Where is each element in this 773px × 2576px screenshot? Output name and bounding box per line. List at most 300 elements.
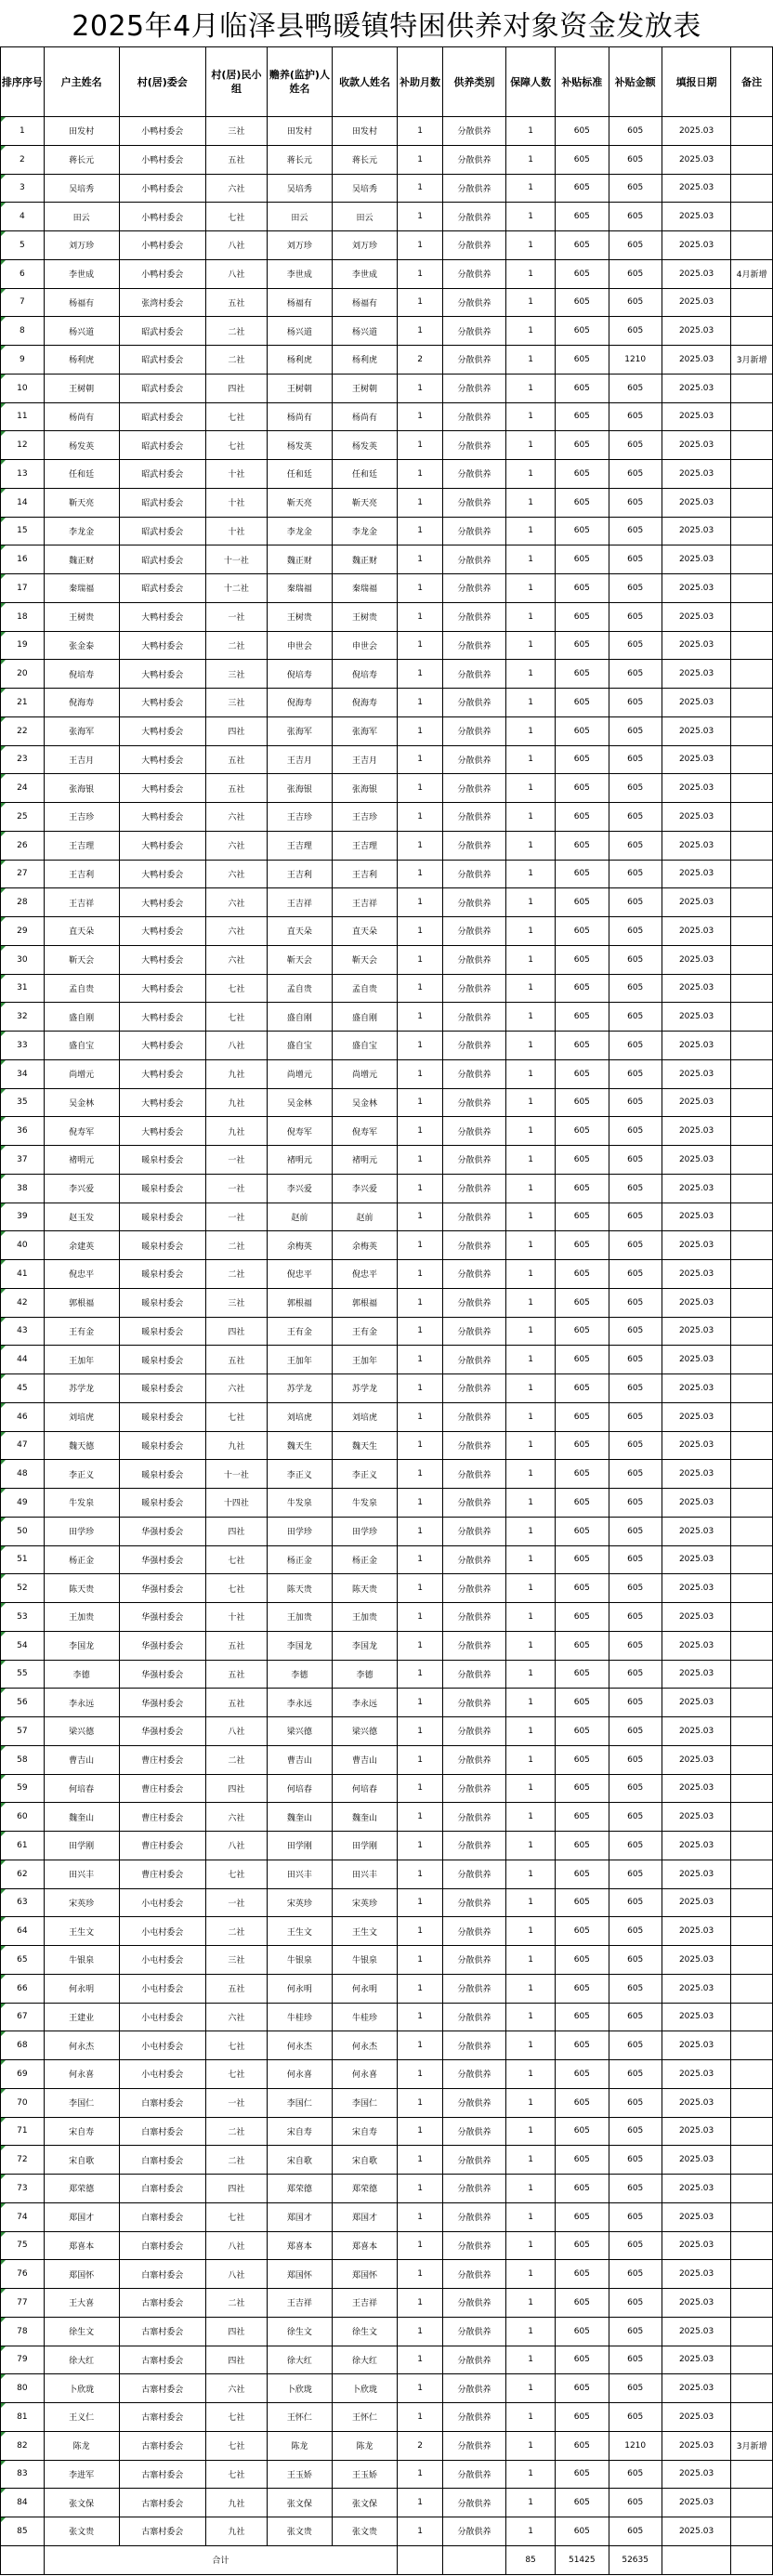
months-cell[interactable]: 1	[398, 1346, 443, 1374]
header-cell[interactable]: 户主姓名	[44, 47, 119, 117]
subsidy-standard-cell[interactable]: 605	[556, 1774, 609, 1803]
remark-cell[interactable]	[731, 1402, 773, 1431]
subsidy-amount-cell[interactable]: 605	[609, 203, 662, 231]
support-type-cell[interactable]: 分散供养	[443, 2117, 506, 2146]
seq-cell[interactable]: 2	[1, 145, 45, 174]
subsidy-amount-cell[interactable]: 605	[609, 1489, 662, 1518]
subsidy-amount-cell[interactable]: 605	[609, 2460, 662, 2489]
seq-cell[interactable]: 32	[1, 1003, 45, 1032]
subsidy-amount-cell[interactable]: 605	[609, 1032, 662, 1060]
months-cell[interactable]: 1	[398, 2231, 443, 2260]
village-group-cell[interactable]: 二社	[206, 2289, 268, 2318]
village-group-cell[interactable]: 四社	[206, 716, 268, 745]
householder-cell[interactable]: 王吉祥	[44, 888, 119, 917]
subsidy-standard-cell[interactable]: 605	[556, 2146, 609, 2175]
village-group-cell[interactable]: 十二社	[206, 574, 268, 603]
report-date-cell[interactable]: 2025.03	[662, 1745, 730, 1774]
village-committee-cell[interactable]: 大鸭村委会	[119, 774, 206, 803]
village-committee-cell[interactable]: 小鸭村委会	[119, 117, 206, 146]
subsidy-amount-cell[interactable]: 605	[609, 974, 662, 1003]
householder-cell[interactable]: 魏奎山	[44, 1803, 119, 1832]
guardian-cell[interactable]: 王吉月	[267, 745, 332, 774]
householder-cell[interactable]: 王加贵	[44, 1603, 119, 1632]
remark-cell[interactable]	[731, 2346, 773, 2374]
village-group-cell[interactable]: 七社	[206, 2031, 268, 2060]
village-committee-cell[interactable]: 暖泉村委会	[119, 1231, 206, 1260]
total-empty-cell[interactable]	[662, 2545, 730, 2574]
guardian-cell[interactable]: 赵前	[267, 1203, 332, 1231]
covered-people-cell[interactable]: 1	[506, 1003, 556, 1032]
report-date-cell[interactable]: 2025.03	[662, 2517, 730, 2546]
subsidy-amount-cell[interactable]: 1210	[609, 2431, 662, 2460]
village-group-cell[interactable]: 二社	[206, 631, 268, 660]
subsidy-standard-cell[interactable]: 605	[556, 460, 609, 489]
months-cell[interactable]: 1	[398, 2374, 443, 2403]
subsidy-amount-cell[interactable]: 605	[609, 917, 662, 946]
payee-cell[interactable]: 郑国才	[333, 2202, 398, 2231]
covered-people-cell[interactable]: 1	[506, 1032, 556, 1060]
householder-cell[interactable]: 李正义	[44, 1460, 119, 1489]
months-cell[interactable]: 1	[398, 1860, 443, 1888]
remark-cell[interactable]	[731, 774, 773, 803]
village-committee-cell[interactable]: 大鸭村委会	[119, 1088, 206, 1117]
remark-cell[interactable]	[731, 1346, 773, 1374]
report-date-cell[interactable]: 2025.03	[662, 259, 730, 288]
months-cell[interactable]: 1	[398, 2146, 443, 2175]
support-type-cell[interactable]: 分散供养	[443, 1231, 506, 1260]
village-group-cell[interactable]: 二社	[206, 1917, 268, 1946]
payee-cell[interactable]: 魏天生	[333, 1431, 398, 1460]
remark-cell[interactable]	[731, 1946, 773, 1975]
householder-cell[interactable]: 秦瑞福	[44, 574, 119, 603]
remark-cell[interactable]	[731, 1974, 773, 2003]
seq-cell[interactable]: 71	[1, 2117, 45, 2146]
village-committee-cell[interactable]: 昭武村委会	[119, 488, 206, 517]
subsidy-standard-cell[interactable]: 605	[556, 1059, 609, 1088]
months-cell[interactable]: 1	[398, 1374, 443, 1403]
report-date-cell[interactable]: 2025.03	[662, 1374, 730, 1403]
subsidy-amount-cell[interactable]: 605	[609, 1260, 662, 1289]
report-date-cell[interactable]: 2025.03	[662, 1402, 730, 1431]
report-date-cell[interactable]: 2025.03	[662, 689, 730, 717]
report-date-cell[interactable]: 2025.03	[662, 2289, 730, 2318]
subsidy-amount-cell[interactable]: 605	[609, 2146, 662, 2175]
guardian-cell[interactable]: 靳天亮	[267, 488, 332, 517]
householder-cell[interactable]: 王吉利	[44, 860, 119, 888]
householder-cell[interactable]: 靳天会	[44, 945, 119, 974]
payee-cell[interactable]: 秦瑞福	[333, 574, 398, 603]
months-cell[interactable]: 1	[398, 117, 443, 146]
village-committee-cell[interactable]: 昭武村委会	[119, 460, 206, 489]
subsidy-standard-cell[interactable]: 605	[556, 2060, 609, 2089]
subsidy-standard-cell[interactable]: 605	[556, 689, 609, 717]
months-cell[interactable]: 1	[398, 2060, 443, 2089]
covered-people-cell[interactable]: 1	[506, 460, 556, 489]
village-committee-cell[interactable]: 大鸭村委会	[119, 631, 206, 660]
guardian-cell[interactable]: 卜欣珑	[267, 2374, 332, 2403]
payee-cell[interactable]: 陈天贵	[333, 1574, 398, 1603]
village-group-cell[interactable]: 十社	[206, 517, 268, 545]
subsidy-standard-cell[interactable]: 605	[556, 117, 609, 146]
months-cell[interactable]: 1	[398, 2403, 443, 2432]
report-date-cell[interactable]: 2025.03	[662, 2346, 730, 2374]
village-group-cell[interactable]: 二社	[206, 1745, 268, 1774]
guardian-cell[interactable]: 倪忠平	[267, 1260, 332, 1289]
village-group-cell[interactable]: 五社	[206, 288, 268, 317]
payee-cell[interactable]: 李龙金	[333, 517, 398, 545]
village-committee-cell[interactable]: 暖泉村委会	[119, 1402, 206, 1431]
village-committee-cell[interactable]: 古寨村委会	[119, 2517, 206, 2546]
report-date-cell[interactable]: 2025.03	[662, 917, 730, 946]
householder-cell[interactable]: 任和廷	[44, 460, 119, 489]
payee-cell[interactable]: 孟自贵	[333, 974, 398, 1003]
guardian-cell[interactable]: 刘培虎	[267, 1402, 332, 1431]
subsidy-amount-cell[interactable]: 605	[609, 1603, 662, 1632]
remark-cell[interactable]: 3月新增	[731, 346, 773, 375]
householder-cell[interactable]: 何永杰	[44, 2031, 119, 2060]
village-group-cell[interactable]: 二社	[206, 346, 268, 375]
months-cell[interactable]: 1	[398, 488, 443, 517]
village-group-cell[interactable]: 八社	[206, 2231, 268, 2260]
support-type-cell[interactable]: 分散供养	[443, 317, 506, 346]
guardian-cell[interactable]: 盛自宝	[267, 1032, 332, 1060]
village-group-cell[interactable]: 六社	[206, 2374, 268, 2403]
guardian-cell[interactable]: 何永明	[267, 1974, 332, 2003]
seq-cell[interactable]: 20	[1, 660, 45, 689]
householder-cell[interactable]: 倪海寿	[44, 689, 119, 717]
subsidy-standard-cell[interactable]: 605	[556, 831, 609, 860]
guardian-cell[interactable]: 尚增元	[267, 1059, 332, 1088]
payee-cell[interactable]: 王吉利	[333, 860, 398, 888]
covered-people-cell[interactable]: 1	[506, 2146, 556, 2175]
village-group-cell[interactable]: 四社	[206, 2175, 268, 2203]
guardian-cell[interactable]: 田兴丰	[267, 1860, 332, 1888]
householder-cell[interactable]: 王树贵	[44, 602, 119, 631]
householder-cell[interactable]: 卜欣珑	[44, 2374, 119, 2403]
seq-cell[interactable]: 79	[1, 2346, 45, 2374]
remark-cell[interactable]	[731, 545, 773, 574]
payee-cell[interactable]: 余梅英	[333, 1231, 398, 1260]
months-cell[interactable]: 1	[398, 174, 443, 203]
subsidy-standard-cell[interactable]: 605	[556, 917, 609, 946]
support-type-cell[interactable]: 分散供养	[443, 288, 506, 317]
payee-cell[interactable]: 李正义	[333, 1460, 398, 1489]
seq-cell[interactable]: 58	[1, 1745, 45, 1774]
payee-cell[interactable]: 魏正财	[333, 545, 398, 574]
report-date-cell[interactable]: 2025.03	[662, 2146, 730, 2175]
months-cell[interactable]: 1	[398, 860, 443, 888]
report-date-cell[interactable]: 2025.03	[662, 1317, 730, 1346]
village-committee-cell[interactable]: 昭武村委会	[119, 431, 206, 460]
months-cell[interactable]: 1	[398, 945, 443, 974]
header-cell[interactable]: 村(居)委会	[119, 47, 206, 117]
guardian-cell[interactable]: 田云	[267, 203, 332, 231]
seq-cell[interactable]: 25	[1, 803, 45, 832]
months-cell[interactable]: 1	[398, 1689, 443, 1717]
householder-cell[interactable]: 杨利虎	[44, 346, 119, 375]
subsidy-amount-cell[interactable]: 605	[609, 2260, 662, 2289]
covered-people-cell[interactable]: 1	[506, 1402, 556, 1431]
village-group-cell[interactable]: 九社	[206, 1088, 268, 1117]
village-committee-cell[interactable]: 昭武村委会	[119, 517, 206, 545]
report-date-cell[interactable]: 2025.03	[662, 1003, 730, 1032]
payee-cell[interactable]: 何永明	[333, 1974, 398, 2003]
covered-people-cell[interactable]: 1	[506, 1203, 556, 1231]
village-group-cell[interactable]: 八社	[206, 1717, 268, 1746]
remark-cell[interactable]	[731, 117, 773, 146]
householder-cell[interactable]: 苏学龙	[44, 1374, 119, 1403]
householder-cell[interactable]: 何永明	[44, 1974, 119, 2003]
subsidy-standard-cell[interactable]: 605	[556, 545, 609, 574]
subsidy-standard-cell[interactable]: 605	[556, 374, 609, 402]
payee-cell[interactable]: 申世会	[333, 631, 398, 660]
covered-people-cell[interactable]: 1	[506, 1832, 556, 1860]
remark-cell[interactable]	[731, 431, 773, 460]
householder-cell[interactable]: 郑国怀	[44, 2260, 119, 2289]
guardian-cell[interactable]: 陈龙	[267, 2431, 332, 2460]
support-type-cell[interactable]: 分散供养	[443, 346, 506, 375]
payee-cell[interactable]: 何永喜	[333, 2060, 398, 2089]
remark-cell[interactable]	[731, 2146, 773, 2175]
remark-cell[interactable]	[731, 460, 773, 489]
seq-cell[interactable]: 41	[1, 1260, 45, 1289]
village-group-cell[interactable]: 四社	[206, 1774, 268, 1803]
guardian-cell[interactable]: 王吉理	[267, 831, 332, 860]
covered-people-cell[interactable]: 1	[506, 831, 556, 860]
report-date-cell[interactable]: 2025.03	[662, 1774, 730, 1803]
village-committee-cell[interactable]: 大鸭村委会	[119, 1003, 206, 1032]
support-type-cell[interactable]: 分散供养	[443, 1974, 506, 2003]
covered-people-cell[interactable]: 1	[506, 117, 556, 146]
village-committee-cell[interactable]: 暖泉村委会	[119, 1346, 206, 1374]
village-group-cell[interactable]: 六社	[206, 1803, 268, 1832]
subsidy-standard-cell[interactable]: 605	[556, 774, 609, 803]
village-group-cell[interactable]: 五社	[206, 1660, 268, 1689]
householder-cell[interactable]: 李龙金	[44, 517, 119, 545]
guardian-cell[interactable]: 倪海寿	[267, 689, 332, 717]
village-group-cell[interactable]: 九社	[206, 2489, 268, 2517]
support-type-cell[interactable]: 分散供养	[443, 2231, 506, 2260]
covered-people-cell[interactable]: 1	[506, 259, 556, 288]
village-committee-cell[interactable]: 大鸭村委会	[119, 974, 206, 1003]
covered-people-cell[interactable]: 1	[506, 631, 556, 660]
remark-cell[interactable]	[731, 945, 773, 974]
subsidy-amount-cell[interactable]: 605	[609, 2374, 662, 2403]
payee-cell[interactable]: 任和廷	[333, 460, 398, 489]
householder-cell[interactable]: 田兴丰	[44, 1860, 119, 1888]
covered-people-cell[interactable]: 1	[506, 1346, 556, 1374]
report-date-cell[interactable]: 2025.03	[662, 431, 730, 460]
covered-people-cell[interactable]: 1	[506, 402, 556, 431]
months-cell[interactable]: 1	[398, 317, 443, 346]
householder-cell[interactable]: 李德	[44, 1660, 119, 1689]
village-committee-cell[interactable]: 华强村委会	[119, 1545, 206, 1574]
seq-cell[interactable]: 29	[1, 917, 45, 946]
subsidy-standard-cell[interactable]: 605	[556, 2517, 609, 2546]
householder-cell[interactable]: 王加年	[44, 1346, 119, 1374]
remark-cell[interactable]	[731, 2260, 773, 2289]
covered-people-cell[interactable]: 1	[506, 431, 556, 460]
months-cell[interactable]: 1	[398, 2088, 443, 2117]
village-group-cell[interactable]: 八社	[206, 1832, 268, 1860]
support-type-cell[interactable]: 分散供养	[443, 660, 506, 689]
householder-cell[interactable]: 倪培寿	[44, 660, 119, 689]
payee-cell[interactable]: 杨利虎	[333, 346, 398, 375]
covered-people-cell[interactable]: 1	[506, 2031, 556, 2060]
village-group-cell[interactable]: 七社	[206, 203, 268, 231]
householder-cell[interactable]: 杨兴道	[44, 317, 119, 346]
seq-cell[interactable]: 68	[1, 2031, 45, 2060]
covered-people-cell[interactable]: 1	[506, 374, 556, 402]
covered-people-cell[interactable]: 1	[506, 1917, 556, 1946]
subsidy-standard-cell[interactable]: 605	[556, 1032, 609, 1060]
seq-cell[interactable]: 9	[1, 346, 45, 375]
header-cell[interactable]: 备注	[731, 47, 773, 117]
covered-people-cell[interactable]: 1	[506, 2003, 556, 2031]
seq-cell[interactable]: 53	[1, 1603, 45, 1632]
report-date-cell[interactable]: 2025.03	[662, 945, 730, 974]
report-date-cell[interactable]: 2025.03	[662, 1917, 730, 1946]
report-date-cell[interactable]: 2025.03	[662, 1717, 730, 1746]
seq-cell[interactable]: 55	[1, 1660, 45, 1689]
householder-cell[interactable]: 王吉月	[44, 745, 119, 774]
seq-cell[interactable]: 65	[1, 1946, 45, 1975]
village-group-cell[interactable]: 五社	[206, 1974, 268, 2003]
subsidy-amount-cell[interactable]: 605	[609, 1689, 662, 1717]
village-committee-cell[interactable]: 暖泉村委会	[119, 1317, 206, 1346]
guardian-cell[interactable]: 魏正财	[267, 545, 332, 574]
covered-people-cell[interactable]: 1	[506, 974, 556, 1003]
village-committee-cell[interactable]: 小鸭村委会	[119, 174, 206, 203]
remark-cell[interactable]	[731, 1174, 773, 1203]
subsidy-amount-cell[interactable]: 605	[609, 517, 662, 545]
report-date-cell[interactable]: 2025.03	[662, 231, 730, 260]
remark-cell[interactable]	[731, 517, 773, 545]
payee-cell[interactable]: 田学珍	[333, 1517, 398, 1545]
village-group-cell[interactable]: 一社	[206, 1888, 268, 1917]
report-date-cell[interactable]: 2025.03	[662, 1088, 730, 1117]
seq-cell[interactable]: 37	[1, 1146, 45, 1175]
guardian-cell[interactable]: 宋英珍	[267, 1888, 332, 1917]
seq-cell[interactable]: 39	[1, 1203, 45, 1231]
village-committee-cell[interactable]: 暖泉村委会	[119, 1431, 206, 1460]
seq-cell[interactable]: 18	[1, 602, 45, 631]
header-cell[interactable]: 赡养(监护)人姓名	[267, 47, 332, 117]
report-date-cell[interactable]: 2025.03	[662, 1203, 730, 1231]
seq-cell[interactable]: 72	[1, 2146, 45, 2175]
covered-people-cell[interactable]: 1	[506, 1974, 556, 2003]
months-cell[interactable]: 1	[398, 1717, 443, 1746]
seq-cell[interactable]: 5	[1, 231, 45, 260]
village-group-cell[interactable]: 三社	[206, 117, 268, 146]
covered-people-cell[interactable]: 1	[506, 2289, 556, 2318]
householder-cell[interactable]: 王有金	[44, 1317, 119, 1346]
subsidy-amount-cell[interactable]: 605	[609, 402, 662, 431]
payee-cell[interactable]: 郑国怀	[333, 2260, 398, 2289]
subsidy-amount-cell[interactable]: 605	[609, 2003, 662, 2031]
covered-people-cell[interactable]: 1	[506, 1288, 556, 1317]
months-cell[interactable]: 1	[398, 1003, 443, 1032]
subsidy-amount-cell[interactable]: 605	[609, 1088, 662, 1117]
support-type-cell[interactable]: 分散供养	[443, 231, 506, 260]
header-cell[interactable]: 排序序号	[1, 47, 45, 117]
support-type-cell[interactable]: 分散供养	[443, 602, 506, 631]
payee-cell[interactable]: 王吉祥	[333, 888, 398, 917]
covered-people-cell[interactable]: 1	[506, 1631, 556, 1660]
months-cell[interactable]: 2	[398, 346, 443, 375]
subsidy-amount-cell[interactable]: 605	[609, 1917, 662, 1946]
seq-cell[interactable]: 24	[1, 774, 45, 803]
village-group-cell[interactable]: 十社	[206, 460, 268, 489]
covered-people-cell[interactable]: 1	[506, 1745, 556, 1774]
village-group-cell[interactable]: 七社	[206, 1574, 268, 1603]
village-committee-cell[interactable]: 白寨村委会	[119, 2175, 206, 2203]
months-cell[interactable]: 1	[398, 1431, 443, 1460]
householder-cell[interactable]: 直天朵	[44, 917, 119, 946]
remark-cell[interactable]	[731, 803, 773, 832]
householder-cell[interactable]: 王树朝	[44, 374, 119, 402]
remark-cell[interactable]	[731, 2403, 773, 2432]
remark-cell[interactable]	[731, 1660, 773, 1689]
covered-people-cell[interactable]: 1	[506, 1374, 556, 1403]
support-type-cell[interactable]: 分散供养	[443, 917, 506, 946]
support-type-cell[interactable]: 分散供养	[443, 1032, 506, 1060]
report-date-cell[interactable]: 2025.03	[662, 460, 730, 489]
householder-cell[interactable]: 刘培虎	[44, 1402, 119, 1431]
months-cell[interactable]: 1	[398, 888, 443, 917]
householder-cell[interactable]: 尚增元	[44, 1059, 119, 1088]
report-date-cell[interactable]: 2025.03	[662, 1832, 730, 1860]
subsidy-amount-cell[interactable]: 1210	[609, 346, 662, 375]
months-cell[interactable]: 1	[398, 1946, 443, 1975]
report-date-cell[interactable]: 2025.03	[662, 574, 730, 603]
remark-cell[interactable]	[731, 1203, 773, 1231]
householder-cell[interactable]: 王生文	[44, 1917, 119, 1946]
subsidy-amount-cell[interactable]: 605	[609, 1774, 662, 1803]
guardian-cell[interactable]: 李正义	[267, 1460, 332, 1489]
village-group-cell[interactable]: 四社	[206, 374, 268, 402]
village-committee-cell[interactable]: 小鸭村委会	[119, 145, 206, 174]
subsidy-amount-cell[interactable]: 605	[609, 1946, 662, 1975]
seq-cell[interactable]: 47	[1, 1431, 45, 1460]
seq-cell[interactable]: 62	[1, 1860, 45, 1888]
report-date-cell[interactable]: 2025.03	[662, 488, 730, 517]
remark-cell[interactable]	[731, 745, 773, 774]
subsidy-standard-cell[interactable]: 605	[556, 2031, 609, 2060]
covered-people-cell[interactable]: 1	[506, 203, 556, 231]
report-date-cell[interactable]: 2025.03	[662, 545, 730, 574]
seq-cell[interactable]: 22	[1, 716, 45, 745]
support-type-cell[interactable]: 分散供养	[443, 460, 506, 489]
months-cell[interactable]: 1	[398, 716, 443, 745]
guardian-cell[interactable]: 梁兴德	[267, 1717, 332, 1746]
village-group-cell[interactable]: 二社	[206, 317, 268, 346]
payee-cell[interactable]: 尚增元	[333, 1059, 398, 1088]
remark-cell[interactable]	[731, 2489, 773, 2517]
payee-cell[interactable]: 张海军	[333, 716, 398, 745]
covered-people-cell[interactable]: 1	[506, 2489, 556, 2517]
support-type-cell[interactable]: 分散供养	[443, 259, 506, 288]
village-committee-cell[interactable]: 大鸭村委会	[119, 1032, 206, 1060]
subsidy-amount-cell[interactable]: 605	[609, 631, 662, 660]
report-date-cell[interactable]: 2025.03	[662, 1803, 730, 1832]
months-cell[interactable]: 1	[398, 1032, 443, 1060]
village-group-cell[interactable]: 十一社	[206, 1460, 268, 1489]
months-cell[interactable]: 1	[398, 1631, 443, 1660]
village-group-cell[interactable]: 七社	[206, 431, 268, 460]
guardian-cell[interactable]: 张海银	[267, 774, 332, 803]
report-date-cell[interactable]: 2025.03	[662, 2489, 730, 2517]
